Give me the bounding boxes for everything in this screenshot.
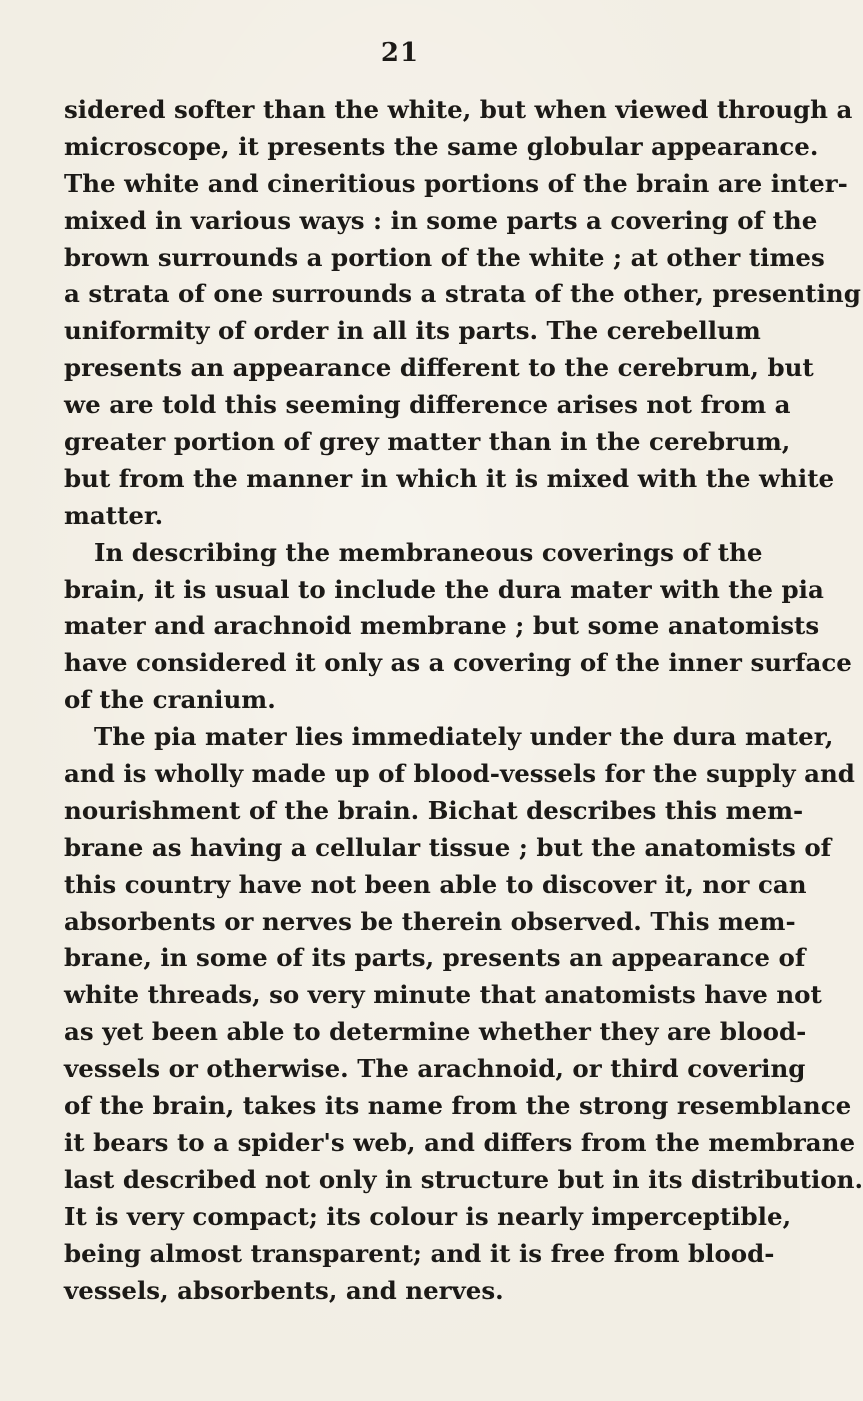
text-line: of the brain, takes its name from the strong resemblance xyxy=(64,1091,852,1121)
text-line: The pia mater lies immediately under the dura mater, xyxy=(94,722,834,752)
text-line: it bears to a spider's web, and differs from the membrane xyxy=(64,1127,856,1157)
text-line: greater portion of grey matter than in the cerebrum, xyxy=(64,427,791,457)
text-line: absorbents or nerves be therein observed. This mem- xyxy=(64,906,796,936)
body-text xyxy=(64,92,863,1309)
text-line: vessels, absorbents, and nerves. xyxy=(64,1275,504,1305)
text-line: matter. xyxy=(64,500,164,530)
text-line: but from the manner in which it is mixed with the white xyxy=(64,463,835,493)
text-line: uniformity of order in all its parts. The cerebellum xyxy=(64,316,761,346)
text-line: a strata of one surrounds a strata of the other, presenting xyxy=(64,279,861,309)
text-line: mater and arachnoid membrane ; but some anatomists xyxy=(64,611,820,641)
text-line: brane as having a cellular tissue ; but the anatomists of xyxy=(64,832,832,862)
text-line: as yet been able to determine whether they are blood- xyxy=(64,1017,807,1047)
text-line: vessels or otherwise. The arachnoid, or third covering xyxy=(64,1054,806,1084)
text-line: white threads, so very minute that anatomists have not xyxy=(64,980,822,1010)
text-line: It is very compact; its colour is nearly imperceptible, xyxy=(64,1201,792,1231)
text-line: brain, it is usual to include the dura mater with the pia xyxy=(64,574,824,604)
text-line: presents an appearance different to the cerebrum, but xyxy=(64,353,814,383)
text-line: being almost transparent; and it is free from blood- xyxy=(64,1238,775,1268)
page-number: 21 xyxy=(380,38,420,68)
text-line: The white and cineritious portions of the brain are inter- xyxy=(64,168,848,198)
text-line: and is wholly made up of blood-vessels for the supply and xyxy=(64,759,855,789)
text-line: brane, in some of its parts, presents an appearance of xyxy=(64,943,806,973)
text-line: we are told this seeming difference arises not from a xyxy=(64,390,791,420)
text-line: brown surrounds a portion of the white ; at other times xyxy=(64,242,825,272)
text-line: last described not only in structure but in its distribution. xyxy=(64,1164,863,1194)
text-line: nourishment of the brain. Bichat describes this mem- xyxy=(64,795,804,825)
text-line: In describing the membraneous coverings of the xyxy=(94,537,763,567)
text-line: have considered it only as a covering of the inner surface xyxy=(64,648,852,678)
text-line: sidered softer than the white, but when viewed through a xyxy=(64,95,853,124)
text-line: of the cranium. xyxy=(64,685,276,715)
text-line: this country have not been able to discover it, nor can xyxy=(64,869,807,899)
text-line: mixed in various ways : in some parts a covering of the xyxy=(64,205,818,235)
text-line: microscope, it presents the same globular appearance. xyxy=(64,131,819,161)
